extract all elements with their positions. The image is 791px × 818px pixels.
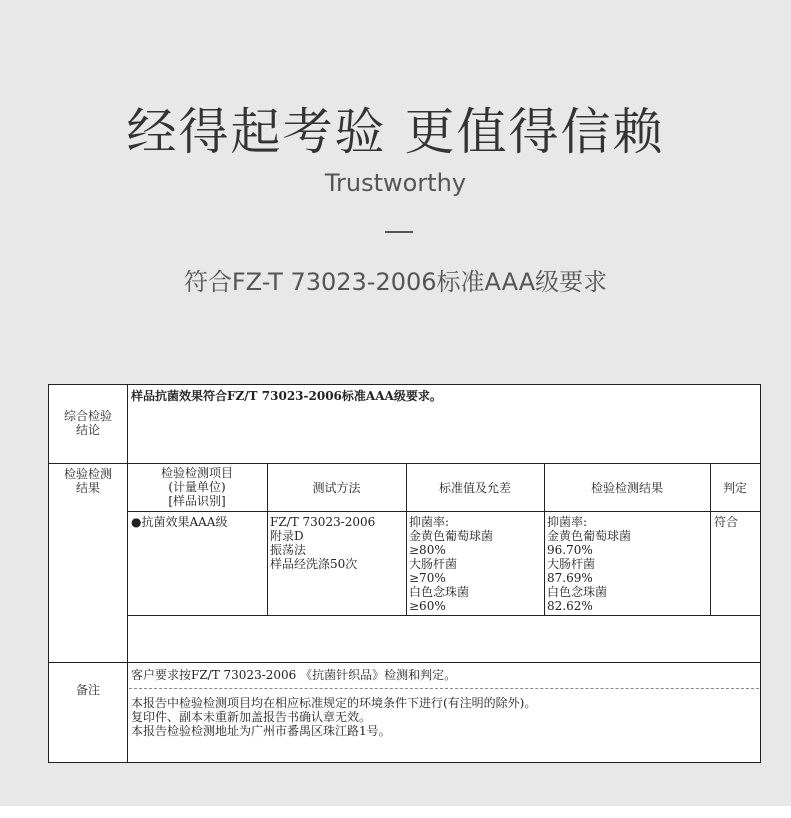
conclusion-label: 综合检验 结论 bbox=[63, 409, 112, 437]
remarks-notes: 本报告中检验检测项目均在相应标准规定的环境条件下进行(有注明的除外)。 复印件、副本未重新加盖报告书确认章无效。 本报告检验检测地址为广州市番禺区珠江路1号。 bbox=[131, 696, 537, 738]
test-report-table bbox=[48, 384, 761, 763]
standard-line: 符合FZ-T 73023-2006标准AAA级要求 bbox=[183, 268, 608, 296]
column-header-standard: 标准值及允差 bbox=[438, 481, 511, 495]
conclusion-text: 样品抗菌效果符合FZ/T 73023-2006标准AAA级要求。 bbox=[131, 389, 442, 403]
row-item: ●抗菌效果AAA级 bbox=[131, 515, 228, 529]
row-standard: 抑菌率: 金黄色葡萄球菌 ≥80% 大肠杆菌 ≥70% 白色念珠菌 ≥60% bbox=[409, 515, 494, 613]
page-subtitle: Trustworthy bbox=[324, 169, 467, 197]
grid-line bbox=[127, 615, 760, 616]
grid-line bbox=[127, 385, 128, 762]
remarks-label: 备注 bbox=[75, 683, 100, 697]
result-label: 检验检测 结果 bbox=[63, 467, 112, 495]
page-title: 经得起考验 更值得信赖 bbox=[126, 103, 665, 161]
remarks-divider bbox=[129, 688, 759, 689]
row-method: FZ/T 73023-2006 附录D 振荡法 样品经洗涤50次 bbox=[270, 515, 376, 571]
column-header-result: 检验检测结果 bbox=[590, 481, 663, 495]
column-header-judgement: 判定 bbox=[722, 481, 747, 495]
grid-line bbox=[127, 511, 760, 512]
column-header-method: 测试方法 bbox=[312, 481, 361, 495]
grid-line bbox=[49, 662, 760, 663]
remarks-line: 客户要求按FZ/T 73023-2006 《抗菌针织品》检测和判定。 bbox=[131, 668, 457, 682]
grid-line bbox=[49, 463, 760, 464]
divider-dash bbox=[385, 231, 413, 233]
row-judgement: 符合 bbox=[714, 515, 739, 529]
column-header-item: 检验检测项目 (计量单位) [样品识别] bbox=[160, 466, 233, 508]
row-result: 抑菌率: 金黄色葡萄球菌 96.70% 大肠杆菌 87.69% 白色念珠菌 82.62% bbox=[547, 515, 632, 613]
bottom-band bbox=[0, 806, 791, 818]
